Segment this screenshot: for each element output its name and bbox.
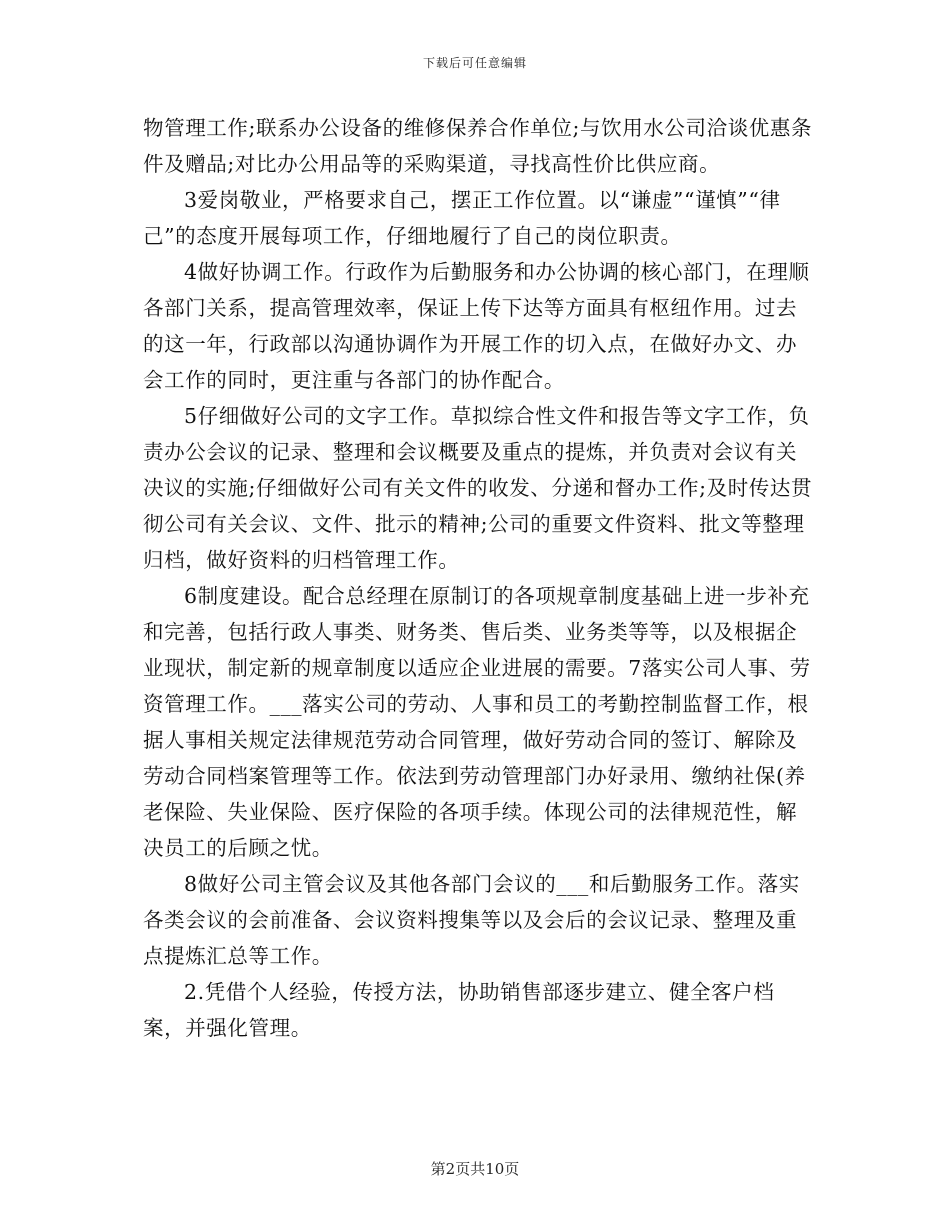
paragraph-item-4: 4做好协调工作。行政作为后勤服务和办公协调的核心部门，在理顺各部门关系，提高管理效率，保证上传下达等方面具有枢纽作用。过去的这一年，行政部以沟通协调作为开展工作的切入点，在做好办文、办会工作的同时，更注重与各部门的协作配合。 xyxy=(143,260,810,392)
page-header: 下载后可任意编辑 xyxy=(422,56,527,70)
paragraph-item-2: 2.凭借个人经验，传授方法，协助销售部逐步建立、健全客户档案，并强化管理。 xyxy=(143,980,775,1040)
paragraph-item-6-7: 6制度建设。配合总经理在原制订的各项规章制度基础上进一步补充和完善，包括行政人事类、财务类、售后类、业务类等等，以及根据企业现状，制定新的规章制度以适应企业进展的需要。7落实公司人事、劳资管理工作。___落实公司的劳动、人事和员工的考勤控制监督工作，根据人事相关规定法律规范劳动合同管理，做好劳动合同的签订、解除及劳动合同档案管理等工作。依法到劳动管理部门办好录用、缴纳社保(养老保险、失业保险、医疗保险的各项手续。体现公司的法律规范性，解决员工的后顾之忧。 xyxy=(143,584,811,860)
paragraph-item-8: 8做好公司主管会议及其他各部门会议的___和后勤服务工作。落实各类会议的会前准备、会议资料搜集等以及会后的会议记录、整理及重点提炼汇总等工作。 xyxy=(143,872,800,968)
page-number: 第2页共10页 xyxy=(430,1160,520,1178)
paragraph-item-3: 3爱岗敬业，严格要求自己，摆正工作位置。以“谦虚”“谨慎”“律己”的态度开展每项工作，仔细地履行了自己的岗位职责。 xyxy=(143,188,781,248)
paragraph-continuation: 物管理工作;联系办公设备的维修保养合作单位;与饮用水公司洽谈优惠条件及赠品;对比办公用品等的采购渠道，寻找高性价比供应商。 xyxy=(143,116,813,176)
document-body xyxy=(143,110,813,1046)
paragraph-item-5: 5仔细做好公司的文字工作。草拟综合性文件和报告等文字工作，负责办公会议的记录、整理和会议概要及重点的提炼，并负责对会议有关决议的实施;仔细做好公司有关文件的收发、分递和督办工作;及时传达贯彻公司有关会议、文件、批示的精神;公司的重要文件资料、批文等整理归档，做好资料的归档管理工作。 xyxy=(143,404,813,572)
